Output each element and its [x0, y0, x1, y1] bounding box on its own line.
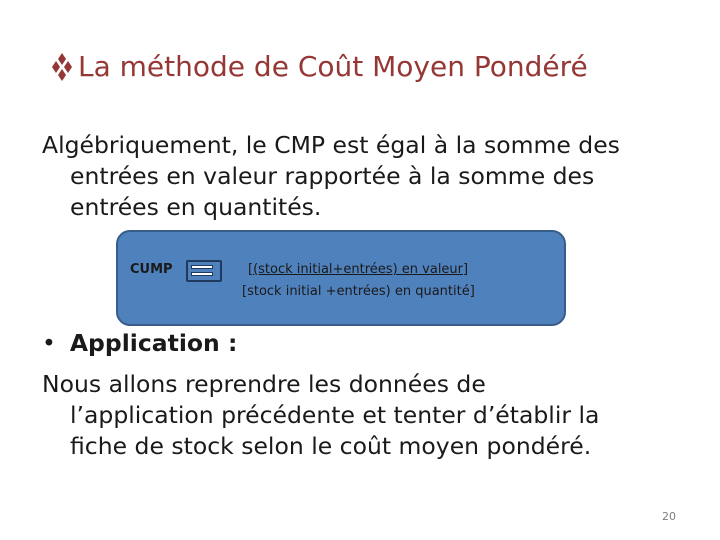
definition-line: entrées en valeur rapportée à la somme des	[70, 162, 595, 190]
diamond-four-icon	[48, 52, 76, 82]
formula-box	[116, 230, 566, 326]
bullet-symbol: •	[42, 329, 56, 357]
application-line: l’application précédente et tenter d’établir la	[70, 401, 600, 429]
formula-denominator: [stock initial +entrées) en quantité]	[242, 284, 475, 299]
formula-label: CUMP	[130, 262, 173, 277]
definition-line: entrées en quantités.	[70, 193, 322, 221]
slide-title	[48, 50, 588, 83]
application-paragraph	[42, 369, 702, 462]
formula-numerator: [(stock initial+entrées) en valeur]	[248, 262, 469, 277]
application-line: Nous allons reprendre les données de	[42, 370, 486, 398]
definition-line: Algébriquement, le CMP est égal à la somme des	[42, 131, 620, 159]
definition-paragraph	[42, 130, 702, 223]
page-number: 20	[662, 510, 676, 523]
application-line: fiche de stock selon le coût moyen pondéré.	[70, 432, 592, 460]
slide-title-text: La méthode de Coût Moyen Pondéré	[78, 50, 588, 83]
equals-icon	[186, 260, 222, 282]
application-heading: Application :	[69, 329, 238, 357]
application-bullet	[42, 328, 237, 359]
